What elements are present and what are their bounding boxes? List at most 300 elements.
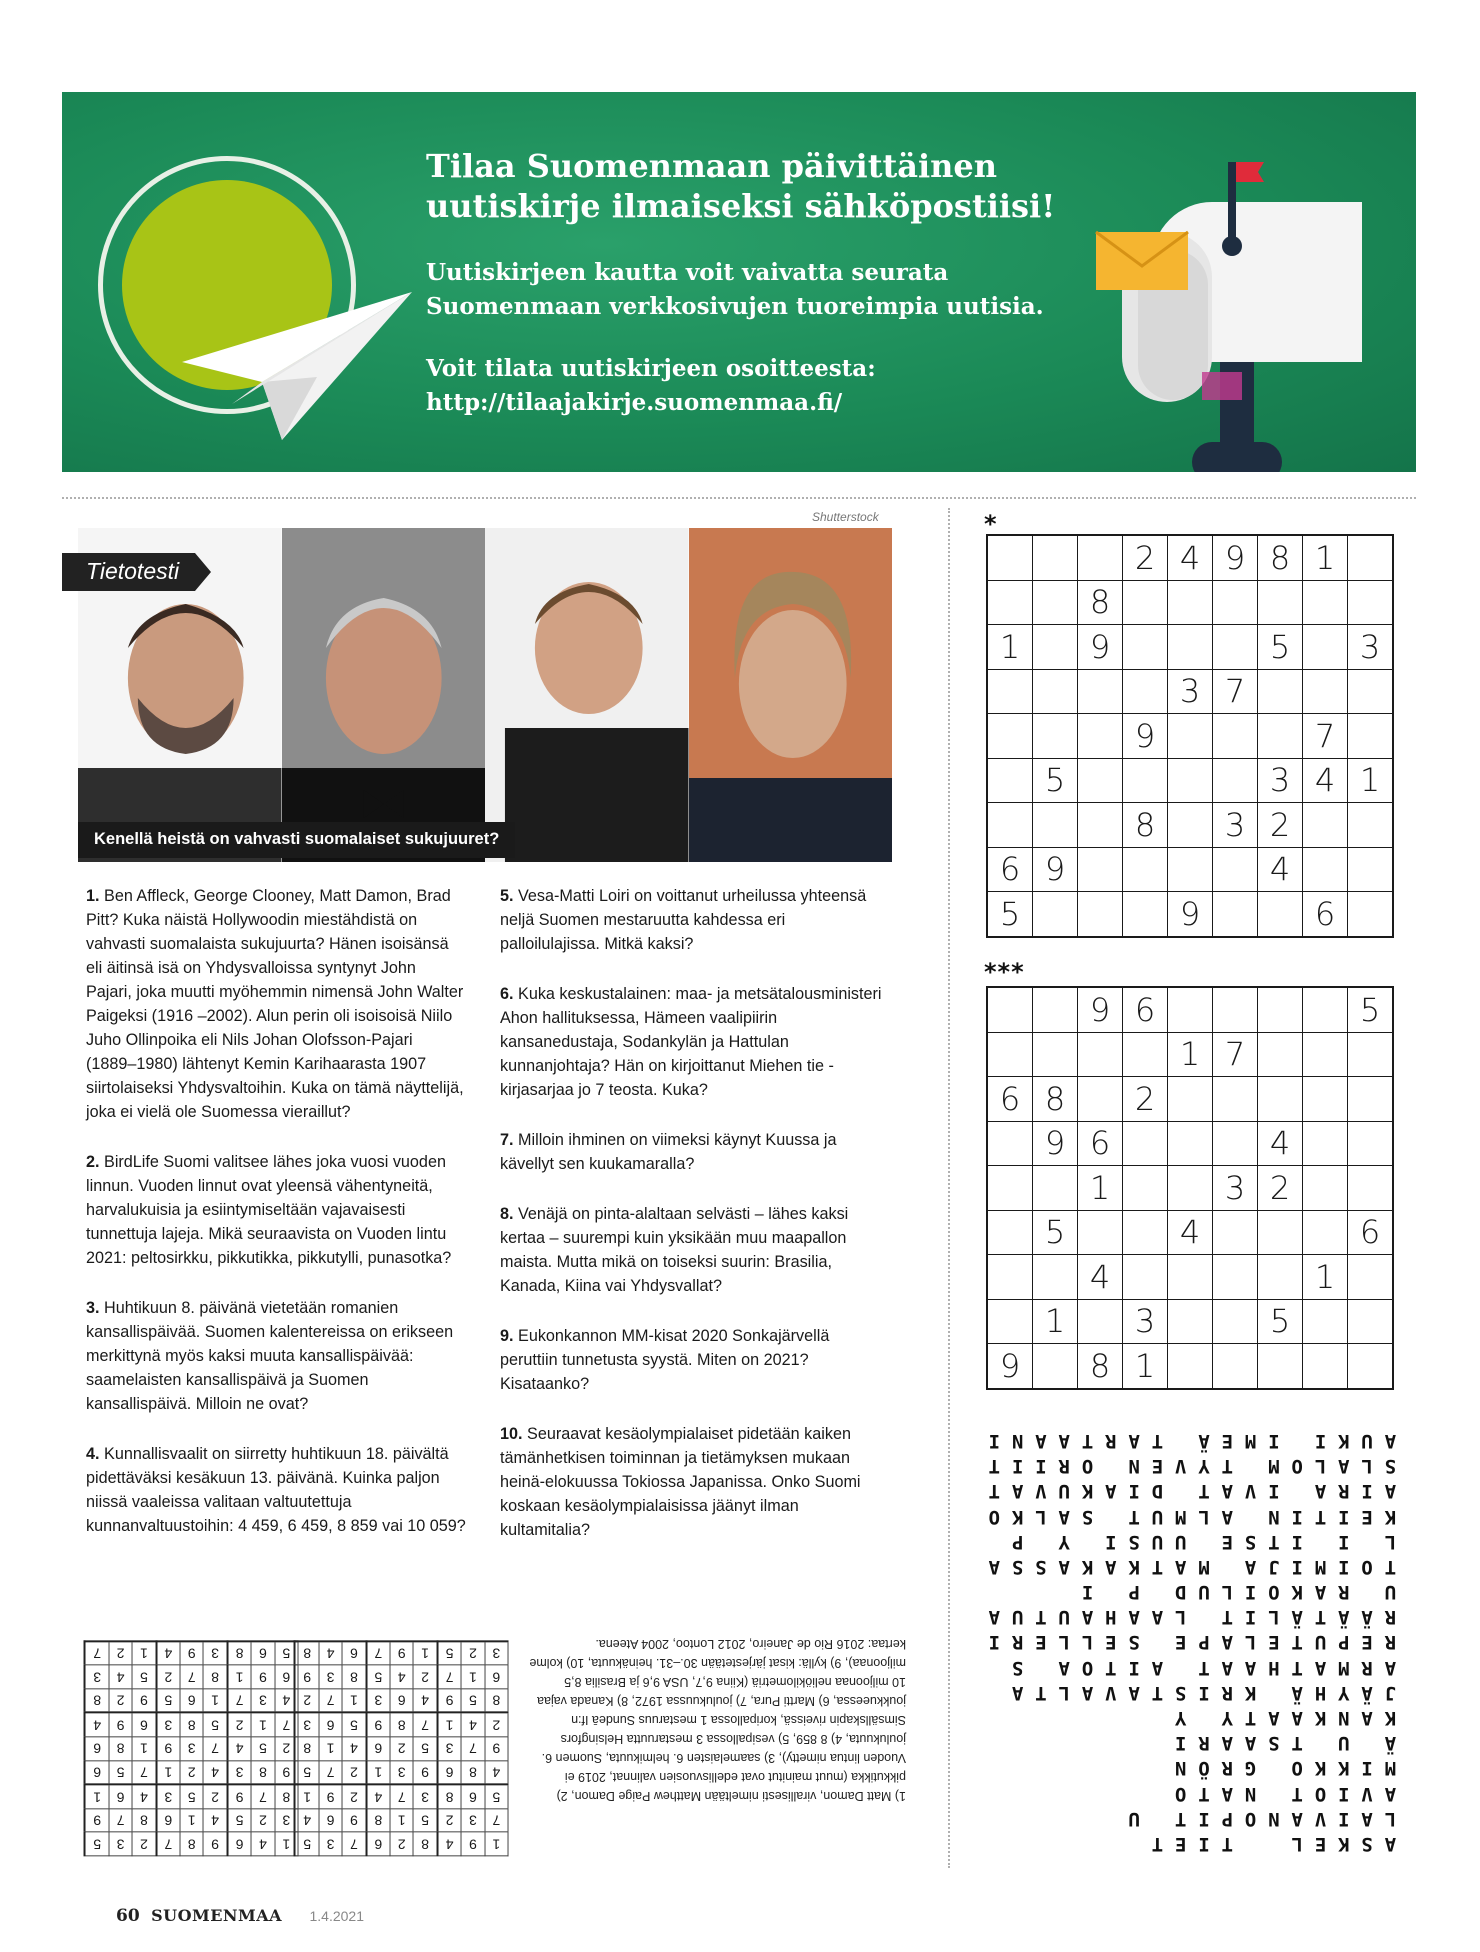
word-puzzle-letter [1309,1529,1332,1554]
sudoku-1-cell: 3 [1348,625,1394,670]
solution-2-cell: 6 [319,1809,342,1833]
photo-matt-damon [485,528,689,862]
word-puzzle-letter: A [1244,1732,1257,1755]
quiz-tag: Tietotesti [62,553,195,591]
solution-1-row [85,1641,298,1665]
solution-2-cell: 5 [342,1713,366,1737]
solution-2-cell: 4 [485,1760,508,1784]
word-puzzle-letter: Ä [1291,1682,1303,1705]
word-puzzle-letter: M [1198,1556,1210,1579]
word-puzzle-letter: U [1314,1631,1327,1654]
word-puzzle-letter: Ä [1291,1606,1303,1629]
word-puzzle-letter: Ä [1338,1606,1350,1629]
sudoku-2-cell [1123,1166,1168,1211]
sudoku-2-cell: 6 [1078,1121,1123,1166]
word-puzzle-letter: K [1314,1707,1327,1730]
solution-1-cell: 2 [227,1713,251,1737]
word-puzzle-row [982,1655,1402,1680]
word-puzzle-letter: R [1221,1682,1233,1705]
sudoku-2-cell: 3 [1213,1166,1258,1211]
word-puzzle-letter: A [1221,1505,1233,1528]
sudoku-2-cell: 9 [1078,987,1123,1032]
solution-1-cell: 8 [180,1832,203,1856]
sudoku-1-row [987,625,1393,670]
sudoku-1-row [987,535,1393,580]
word-puzzle-letter: L [1361,1455,1373,1478]
sudoku-1-cell [1123,892,1168,937]
sudoku-1-cell: 8 [1258,535,1303,580]
word-puzzle-letter: I [1011,1455,1024,1478]
word-puzzle-letter: H [1268,1656,1280,1679]
word-puzzle-letter: O [1314,1782,1327,1805]
word-puzzle-letter: E [1361,1631,1373,1654]
word-puzzle-letter: E [1314,1833,1327,1856]
sudoku-1-cell: 3 [1258,758,1303,803]
word-puzzle-letter: T [1291,1732,1303,1755]
solution-1-cell: 5 [85,1832,109,1856]
solution-2-cell: 3 [390,1760,413,1784]
sudoku-1-row [987,803,1393,848]
word-puzzle-letter: A [988,1556,1001,1579]
word-puzzle-letter: T [1035,1606,1047,1629]
sudoku-1-cell [1348,714,1394,759]
word-puzzle-letter: A [1081,1682,1094,1705]
sudoku-2-cell: 8 [1033,1077,1078,1122]
sudoku-1-cell [1348,580,1394,625]
sudoku-2-row [987,1210,1393,1255]
solution-1-cell: 7 [156,1832,180,1856]
quiz-column-right [500,884,888,1568]
word-puzzle-letter [1262,1781,1285,1806]
sudoku-1-row [987,892,1393,937]
word-puzzle-letter [1216,1554,1239,1579]
solution-2-cell: 5 [295,1832,319,1856]
sudoku-1-cell [987,714,1033,759]
word-puzzle-letter: R [1011,1631,1024,1654]
sudoku-2-cell [1303,1210,1348,1255]
sudoku-1-cell: 5 [987,892,1033,937]
word-puzzle-letter: T [988,1480,1001,1503]
word-puzzle-letter: Ä [1361,1682,1373,1705]
word-puzzle-letter: O [1291,1757,1303,1780]
word-puzzle-letter: I [1314,1430,1327,1453]
solution-1-cell: 2 [109,1689,132,1713]
sudoku-1-cell: 8 [1078,580,1123,625]
word-puzzle-letter: V [1314,1808,1327,1830]
word-puzzle-letter: S [1128,1631,1140,1654]
sudoku-1-cell: 2 [1123,535,1168,580]
sudoku-2-cell [1168,987,1213,1032]
word-puzzle-letter: T [1291,1782,1303,1805]
solution-2-cell: 7 [461,1737,484,1761]
sudoku-1-cell: 1 [1303,535,1348,580]
sudoku-1 [986,534,1394,938]
solution-1-cell: 8 [109,1737,132,1761]
word-puzzle-letter: S [1081,1505,1094,1528]
solution-1-cell: 5 [156,1689,180,1713]
solution-2-row [295,1713,508,1737]
sudoku-1-cell [1078,803,1123,848]
word-puzzle-letter: I [1361,1480,1373,1503]
solution-2-cell: 5 [437,1641,461,1665]
word-puzzle-letter: I [1244,1581,1257,1604]
sudoku-1-row [987,847,1393,892]
word-puzzle-letter: R [1105,1430,1117,1453]
sudoku-1-cell: 3 [1168,669,1213,714]
sudoku-1-cell: 5 [1033,758,1078,803]
solution-1-cell: 6 [275,1665,298,1689]
word-puzzle-letter: I [1291,1556,1303,1579]
solution-2-cell: 8 [437,1785,461,1809]
sudoku-2-cell: 3 [1123,1299,1168,1344]
word-puzzle-letter: O [1291,1455,1303,1478]
word-puzzle-letter [1099,1453,1122,1478]
word-puzzle-letter: K [1081,1480,1094,1503]
sudoku-1-cell [1123,669,1168,714]
solution-1-cell: 9 [251,1665,274,1689]
sudoku-1-cell [1168,580,1213,625]
solution-2-cell: 7 [437,1665,461,1689]
word-puzzle-letter: A [1314,1480,1327,1503]
solution-2-cell: 2 [485,1713,508,1737]
solution-1-cell: 4 [203,1809,227,1833]
word-puzzle-letter: M [1314,1556,1327,1579]
word-puzzle-letter: T [988,1455,1001,1478]
solution-1-row [85,1737,298,1761]
word-puzzle-letter: I [1081,1581,1094,1604]
solution-1-cell: 8 [227,1641,251,1665]
word-puzzle-letter: A [1128,1606,1140,1629]
sudoku-1-cell: 2 [1258,803,1303,848]
word-puzzle-letter: R [1384,1631,1397,1654]
sudoku-2-cell [987,987,1033,1032]
word-puzzle-letter: O [1081,1455,1094,1478]
sudoku-1-cell [1033,803,1078,848]
solution-2-cell: 7 [390,1785,413,1809]
sudoku-2-cell [1168,1121,1213,1166]
sudoku-2-cell [987,1255,1033,1300]
word-puzzle-letter: I [1198,1833,1210,1856]
solution-1-cell: 3 [251,1689,274,1713]
sudoku-1-cell [1213,758,1258,803]
banner-subscribe-url[interactable]: http://tilaajakirje.suomenmaa.fi/ [426,389,843,416]
word-puzzle-letter: T [1151,1833,1164,1856]
word-puzzle-letter: A [1128,1430,1140,1453]
sudoku-solution-1 [84,1640,299,1856]
word-puzzle-letter [1169,1655,1192,1680]
sudoku-1-cell: 5 [1258,625,1303,670]
word-puzzle-letter [1146,1806,1169,1831]
solution-1-cell: 3 [275,1809,298,1833]
solution-1-row [85,1689,298,1713]
word-puzzle-letter: T [1151,1682,1164,1705]
solution-2-cell: 4 [319,1641,342,1665]
sudoku-2-cell [1033,1166,1078,1211]
photo-caption: Kenellä heistä on vahvasti suomalaiset sukujuuret? [78,822,515,858]
sudoku-1-cell [1213,892,1258,937]
question-7: 7. Milloin ihminen on viimeksi käynyt Kuussa ja kävellyt sen kuukamaralla? [500,1131,837,1173]
sudoku-2-cell [1168,1299,1213,1344]
word-puzzle-letter: L [1081,1631,1094,1654]
word-puzzle-letter: H [1105,1606,1117,1629]
sudoku-2-cell: 4 [1258,1121,1303,1166]
word-puzzle-letter: K [1011,1505,1024,1528]
solution-2-cell: 3 [319,1665,342,1689]
solution-1-cell: 5 [275,1641,298,1665]
solution-2-cell: 1 [319,1737,342,1761]
solution-1-cell: 1 [251,1713,274,1737]
word-puzzle-letter: I [988,1631,1001,1654]
solution-1-cell: 3 [156,1713,180,1737]
word-puzzle-letter: A [1244,1556,1257,1579]
word-puzzle-letter: M [1384,1757,1397,1780]
sudoku-2-cell [1348,1121,1394,1166]
solution-1-cell: 5 [203,1713,227,1737]
sudoku-2-cell: 2 [1258,1166,1303,1211]
solution-1-cell: 6 [156,1809,180,1833]
word-puzzle-letter: L [1384,1530,1397,1553]
word-puzzle-letter: G [1244,1757,1257,1780]
sudoku-2-cell: 1 [1303,1255,1348,1300]
word-puzzle-letter: A [1058,1430,1070,1453]
word-puzzle-letter [1192,1604,1215,1629]
sudoku-1-cell: 8 [1123,803,1168,848]
word-puzzle-letter: T [1291,1656,1303,1679]
word-puzzle-letter: A [1128,1682,1140,1705]
solution-2-cell: 6 [461,1785,484,1809]
word-puzzle-letter: E [1035,1631,1047,1654]
word-puzzle-letter: I [1128,1656,1140,1679]
solution-1-cell: 4 [275,1689,298,1713]
word-puzzle-letter: V [1361,1782,1373,1805]
word-puzzle [982,1428,1402,1856]
word-puzzle-letter: I [1035,1455,1047,1478]
word-puzzle-letter: T [1151,1556,1164,1579]
word-puzzle-letter: R [1338,1480,1350,1503]
sudoku-2-cell [1213,1344,1258,1389]
sudoku-1-cell [1078,669,1123,714]
sudoku-1-cell: 1 [1348,758,1394,803]
solution-2-cell: 8 [485,1689,508,1713]
sudoku-2-row [987,1299,1393,1344]
word-puzzle-letter: T [1268,1530,1280,1553]
word-puzzle-letter: E [1221,1530,1233,1553]
solution-1-cell: 6 [227,1832,251,1856]
word-puzzle-letter: U [1361,1430,1373,1453]
solution-1-cell: 6 [109,1785,132,1809]
sudoku-1-cell: 1 [987,625,1033,670]
sudoku-1-row [987,714,1393,759]
sudoku-2-cell [1303,1121,1348,1166]
sudoku-2-cell: 9 [987,1344,1033,1389]
sudoku-2-cell [1213,1299,1258,1344]
solution-2-cell: 7 [413,1713,437,1737]
word-puzzle-letter: Y [1221,1707,1233,1730]
sudoku-1-cell [1303,580,1348,625]
section-divider [62,497,1416,499]
sudoku-2-cell [1213,987,1258,1032]
solution-1-cell: 5 [132,1665,156,1689]
word-puzzle-letter: A [1384,1833,1397,1856]
sudoku-2-cell: 1 [1078,1166,1123,1211]
sudoku-1-cell [1348,892,1394,937]
sudoku-1-cell: 6 [987,847,1033,892]
column-divider [948,508,950,1868]
word-puzzle-letter [1192,1705,1215,1730]
solution-2-cell: 6 [319,1713,342,1737]
sudoku-2-cell [1258,1077,1303,1122]
solution-2-cell: 4 [342,1737,366,1761]
word-puzzle-letter: Ä [1361,1606,1373,1629]
solution-2-cell: 4 [413,1689,437,1713]
solution-1-cell: 6 [251,1641,274,1665]
sudoku-1-cell: 9 [1123,714,1168,759]
solution-1-row [85,1665,298,1689]
word-puzzle-letter: L [1314,1455,1327,1478]
word-puzzle-letter: K [1128,1556,1140,1579]
solution-2-cell: 7 [485,1809,508,1833]
word-puzzle-letter: T [1198,1480,1210,1503]
sudoku-1-cell: 9 [1078,625,1123,670]
word-puzzle-letter: T [1035,1682,1047,1705]
solution-1-cell: 2 [275,1737,298,1761]
sudoku-2-cell [1168,1255,1213,1300]
word-puzzle-letter: A [1384,1782,1397,1805]
word-puzzle-letter: T [1221,1606,1233,1629]
sudoku-2-cell [1258,1344,1303,1389]
word-puzzle-letter: U [1058,1606,1070,1629]
photo-george-clooney [282,528,486,862]
word-puzzle-letter: E [1174,1833,1187,1856]
question-8: 8. Venäjä on pinta-alaltaan selvästi – lähes kaksi kertaa – suurempi kuin yksikään muu maapallon maista. Mutta mikä on toiseksi suurin: Brasilia, Kanada, Kiina vai Yhdysvallat? [500,1205,849,1295]
sudoku-2-cell [1123,1032,1168,1077]
sudoku-2-row [987,1032,1393,1077]
solution-2-cell: 2 [390,1832,413,1856]
word-puzzle-letter [1286,1428,1309,1453]
solution-1-cell: 1 [156,1760,180,1784]
solution-2-cell: 2 [390,1737,413,1761]
word-puzzle-letter: K [1338,1757,1350,1780]
sudoku-1-cell [1348,535,1394,580]
solution-1-cell: 6 [85,1760,109,1784]
word-puzzle-letter [1076,1529,1099,1554]
word-puzzle-letter: K [1244,1682,1257,1705]
solution-1-cell: 9 [227,1785,251,1809]
word-puzzle-letter [1192,1529,1215,1554]
solution-2-cell: 1 [413,1641,437,1665]
solution-1-cell: 7 [203,1737,227,1761]
question-9: 9. Eukonkannon MM-kisat 2020 Sonkajärvellä peruttiin tunnetusta syystä. Miten on 2021? Kisataanko? [500,1327,830,1393]
word-puzzle-letter: K [1338,1430,1350,1453]
word-puzzle-letter: R [1338,1581,1350,1604]
word-puzzle-letter: P [1198,1631,1210,1654]
solution-1-cell: 8 [180,1713,203,1737]
solution-1-row [85,1760,298,1784]
banner-subscribe [426,352,1086,420]
solution-1-row [85,1713,298,1737]
word-puzzle-letter: A [1081,1606,1094,1629]
solution-2-cell: 9 [461,1832,484,1856]
word-puzzle-letter: A [1314,1656,1327,1679]
sudoku-1-cell [1123,580,1168,625]
solution-2-cell: 5 [485,1785,508,1809]
solution-2-cell: 9 [319,1785,342,1809]
solution-1-cell: 4 [109,1665,132,1689]
sudoku-1-cell [1078,535,1123,580]
sudoku-2-cell: 6 [1348,1210,1394,1255]
word-puzzle-letter: A [1221,1732,1233,1755]
solution-2-cell: 2 [342,1785,366,1809]
sudoku-1-cell [1303,847,1348,892]
word-puzzle-letter: Y [1198,1455,1210,1478]
word-puzzle-letter: L [1198,1505,1210,1528]
sudoku-2-cell [1213,1210,1258,1255]
word-puzzle-letter: N [1011,1430,1024,1453]
solution-2-cell: 3 [366,1689,390,1713]
word-puzzle-letter: I [1291,1530,1303,1553]
word-puzzle-letter: S [1035,1556,1047,1579]
sudoku-2-cell [1213,1077,1258,1122]
word-puzzle-letter: V [1035,1480,1047,1503]
sudoku-2-cell [1303,987,1348,1032]
sudoku-2-cell [1303,1344,1348,1389]
solution-2-cell: 2 [413,1665,437,1689]
word-puzzle-letter: H [1314,1682,1327,1705]
sudoku-2-cell [1168,1344,1213,1389]
solution-2-cell: 3 [295,1713,319,1737]
solution-1-cell: 1 [132,1641,156,1665]
word-puzzle-letter: Ä [1198,1430,1210,1453]
word-puzzle-letter: T [1384,1556,1397,1579]
word-puzzle-letter: T [1221,1455,1233,1478]
word-puzzle-letter: U [1151,1530,1164,1553]
word-puzzle-row [982,1604,1402,1629]
word-puzzle-letter: P [1221,1808,1233,1830]
word-puzzle-letter: S [1011,1556,1024,1579]
word-puzzle-letter [1355,1529,1378,1554]
word-puzzle-letter [1029,1529,1052,1554]
word-puzzle-letter: U [1058,1480,1070,1503]
sudoku-1-cell [1348,669,1394,714]
sudoku-1-cell [1258,714,1303,759]
sudoku-1-cell [1078,714,1123,759]
solution-1-cell: 1 [180,1809,203,1833]
word-puzzle-letter: A [1058,1656,1070,1679]
solution-1-cell: 1 [275,1832,298,1856]
word-puzzle-letter: I [1338,1556,1350,1579]
word-puzzle-letter: V [1105,1682,1117,1705]
sudoku-2-cell: 6 [987,1077,1033,1122]
sudoku-1-cell [987,580,1033,625]
word-puzzle-letter: L [1384,1808,1397,1830]
word-puzzle-letter: L [1035,1505,1047,1528]
sudoku-2-cell [1348,1077,1394,1122]
solution-1-cell: 9 [85,1809,109,1833]
sudoku-1-row [987,758,1393,803]
solution-2-cell: 6 [366,1832,390,1856]
sudoku-1-row [987,580,1393,625]
solution-2-cell: 5 [413,1737,437,1761]
word-puzzle-row [982,1428,1402,1453]
solution-2-cell: 2 [437,1809,461,1833]
solution-2-row [295,1665,508,1689]
word-puzzle-letter: I [1338,1782,1350,1805]
word-puzzle-letter: T [1221,1833,1233,1856]
word-puzzle-letter: A [1361,1808,1373,1830]
solution-1-cell: 4 [251,1832,274,1856]
solution-2-cell: 3 [485,1641,508,1665]
sudoku-2-cell [1033,1344,1078,1389]
